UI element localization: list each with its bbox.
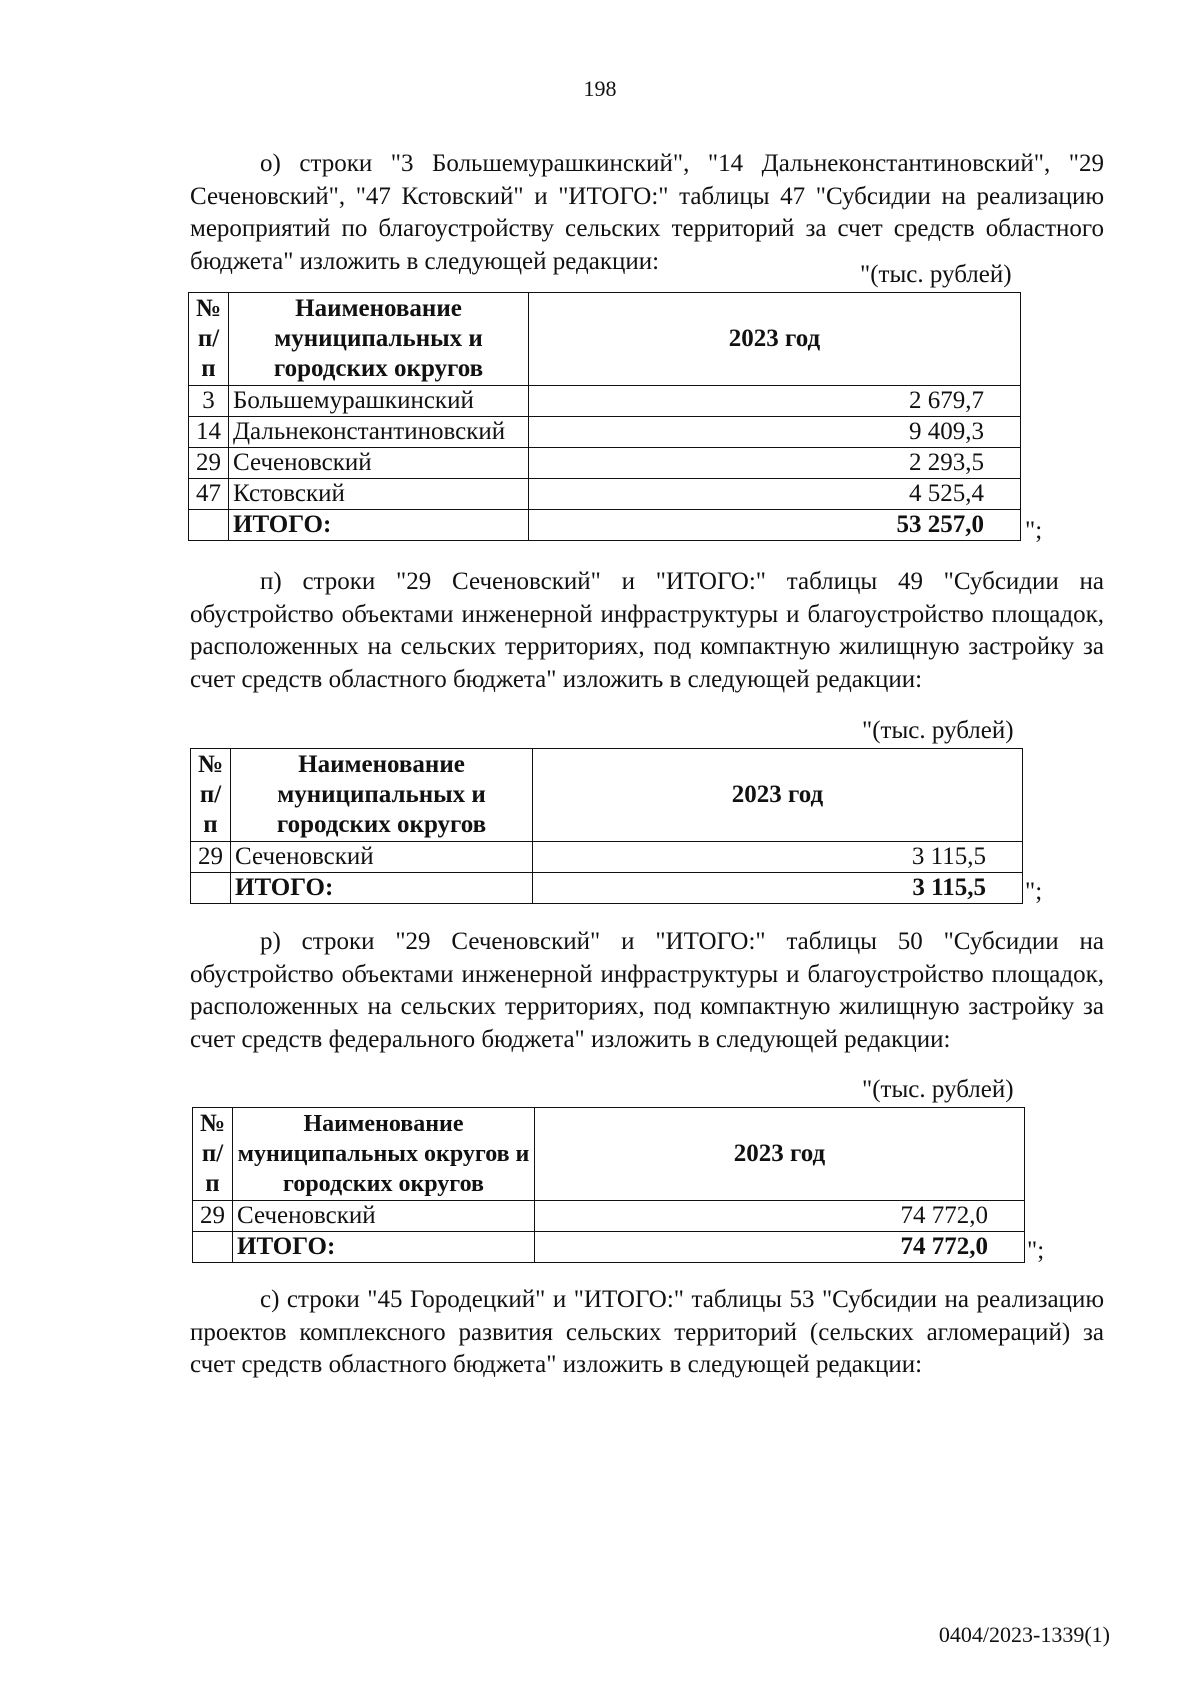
total-row: [191, 873, 1023, 904]
table-49: [190, 748, 1023, 904]
total-label: ИТОГО:: [231, 873, 533, 904]
row-value: 4 525,4: [529, 479, 1021, 510]
paragraph-r-text: р) строки "29 Сеченовский" и "ИТОГО:" таблицы 50 "Субсидии на обустройство объектами инженерной инфраструктуры и благоустройство площадок, расположенных на сельских территориях, под компактную жилищную застройку за счет средств федерального бюджета" изложить в следующей редакции:: [190, 928, 1104, 1053]
table-row: [189, 386, 1021, 417]
header-name: Наименование муниципальных и городских округов: [231, 749, 533, 842]
header-year: 2023 год: [529, 293, 1021, 386]
total-label: ИТОГО:: [233, 1232, 535, 1263]
row-number: 14: [189, 417, 229, 448]
row-value: 2 679,7: [529, 386, 1021, 417]
header-name: Наименование муниципальных и городских округов: [229, 293, 529, 386]
units-label-table-50: "(тыс. рублей): [862, 1076, 1014, 1103]
row-number: 29: [189, 448, 229, 479]
total-label: ИТОГО:: [229, 510, 529, 541]
row-value: 74 772,0: [535, 1201, 1025, 1232]
total-value: 53 257,0: [529, 510, 1021, 541]
table-header-row: [191, 749, 1023, 842]
page-number: 198: [583, 76, 617, 101]
row-number: 47: [189, 479, 229, 510]
total-value: 74 772,0: [535, 1232, 1025, 1263]
total-number-empty: [193, 1232, 233, 1263]
paragraph-o: [190, 148, 1104, 278]
row-number: 29: [191, 842, 231, 873]
total-value: 3 115,5: [533, 873, 1023, 904]
end-mark-table-49: ";: [1025, 878, 1043, 905]
total-number-empty: [191, 873, 231, 904]
header-number: № п/п: [191, 749, 231, 842]
row-value: 3 115,5: [533, 842, 1023, 873]
row-value: 9 409,3: [529, 417, 1021, 448]
row-name: Кстовский: [229, 479, 529, 510]
table-47: [188, 292, 1021, 541]
row-name: Сеченовский: [229, 448, 529, 479]
paragraph-p-text: п) строки "29 Сеченовский" и "ИТОГО:" таблицы 49 "Субсидии на обустройство объектами инженерной инфраструктуры и благоустройство площадок, расположенных на сельских территориях, под компактную жилищную застройку за счет средств областного бюджета" изложить в следующей редакции:: [190, 568, 1104, 693]
paragraph-p: [190, 566, 1104, 696]
table-row: [191, 842, 1023, 873]
table-row: [193, 1201, 1025, 1232]
paragraph-s-text: с) строки "45 Городецкий" и "ИТОГО:" таблицы 53 "Субсидии на реализацию проектов комплексного развития сельских территорий (сельских агломераций) за счет средств областного бюджета" изложить в следующей редакции:: [190, 1286, 1104, 1378]
header-name: Наименование муниципальных округов и городских округов: [233, 1108, 535, 1201]
table-row: [189, 417, 1021, 448]
units-label-table-47: "(тыс. рублей): [860, 261, 1012, 288]
row-value: 2 293,5: [529, 448, 1021, 479]
paragraph-s: [190, 1284, 1104, 1382]
row-name: Сеченовский: [233, 1201, 535, 1232]
paragraph-r: [190, 926, 1104, 1056]
row-name: Сеченовский: [231, 842, 533, 873]
header-number: № п/п: [193, 1108, 233, 1201]
end-mark-table-50: ";: [1027, 1237, 1045, 1264]
table-row: [189, 479, 1021, 510]
row-number: 29: [193, 1201, 233, 1232]
header-year: 2023 год: [533, 749, 1023, 842]
total-row: [193, 1232, 1025, 1263]
table-50: [192, 1107, 1025, 1263]
paragraph-o-text: о) строки "3 Большемурашкинский", "14 Дальнеконстантиновский", "29 Сеченовский", "47 Кстовский" и "ИТОГО:" таблицы 47 "Субсидии на реализацию мероприятий по благоустройству сельских территорий за счет средств областного бюджета" изложить в следующей редакции:: [190, 150, 1104, 275]
row-name: Большемурашкинский: [229, 386, 529, 417]
end-mark-table-47: ";: [1025, 517, 1043, 544]
units-label-table-49: "(тыс. рублей): [862, 717, 1014, 744]
table-header-row: [189, 293, 1021, 386]
table-header-row: [193, 1108, 1025, 1201]
row-number: 3: [189, 386, 229, 417]
row-name: Дальнеконстантиновский: [229, 417, 529, 448]
table-row: [189, 448, 1021, 479]
total-number-empty: [189, 510, 229, 541]
document-code: 0404/2023-1339(1): [938, 1622, 1110, 1647]
header-number: № п/п: [189, 293, 229, 386]
header-year: 2023 год: [535, 1108, 1025, 1201]
total-row: [189, 510, 1021, 541]
